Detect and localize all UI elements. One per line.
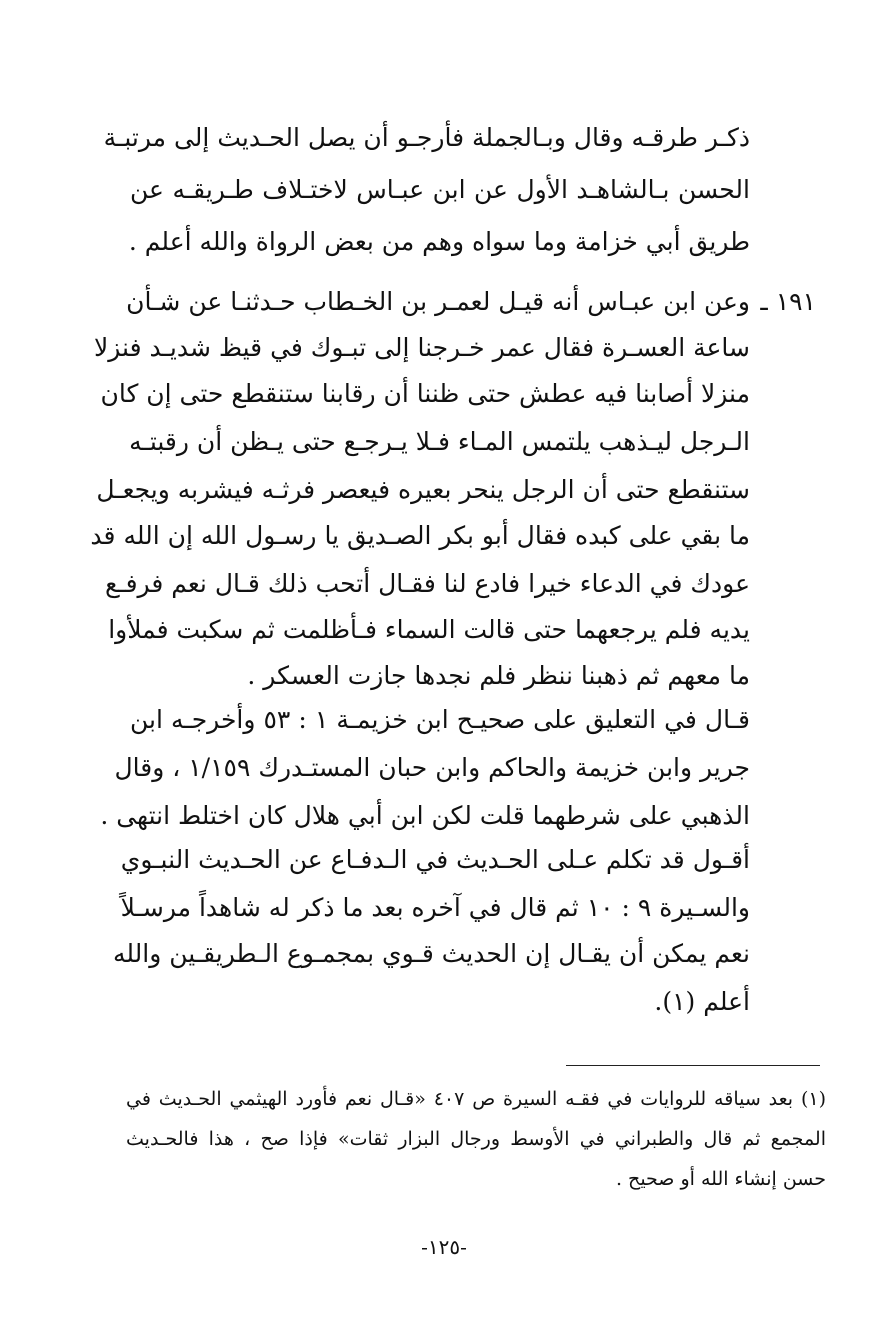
conclusion-line-4: أعلم (١). xyxy=(654,987,750,1016)
hadith-line-8: يديه فلم يرجعهما حتى قالت السماء فـأظلمت ثم سكبت فملأوا xyxy=(108,615,750,644)
hadith-line-3: منزلا أصابنا فيه عطش حتى ظننا أن رقابنا ستنقطع حتى إن كان xyxy=(100,379,750,408)
conclusion-line-2: والسـيرة ٩ : ١٠ ثم قال في آخره بعد ما ذكر له شاهداً مرسـلاً xyxy=(120,893,750,922)
hadith-line-5: ستنقطع حتى أن الرجل ينحر بعيره فيعصر فرثـه فيشربه ويجعـل xyxy=(96,475,750,504)
hadith-line-2: ساعة العسـرة فقال عمر خـرجنا إلى تبـوك في قيظ شديـد فنزلا xyxy=(93,333,750,362)
footnote-divider xyxy=(566,1065,820,1066)
hadith-line-9: ما معهم ثم ذهبنا ننظر فلم نجدها جازت العسكر . xyxy=(247,661,750,690)
hadith-line-4: الـرجل ليـذهب يلتمس المـاء فـلا يـرجـع حتى يـظن أن رقبتـه xyxy=(129,427,750,456)
hadith-line-7: عودك في الدعاء خيرا فادع لنا فقـال أتحب ذلك قـال نعم فرفـع xyxy=(104,569,750,598)
footnote-line-2: المجمع ثم قال والطبراني في الأوسط ورجال البزار ثقات» فإذا صح ، هذا فالحـديث xyxy=(126,1128,826,1150)
page-number: -١٢٥- xyxy=(421,1235,467,1259)
intro-line-3: طريق أبي خزامة وما سواه وهم من بعض الرواة والله أعلم . xyxy=(128,227,750,256)
intro-line-2: الحسن بـالشاهـد الأول عن ابن عبـاس لاختـلاف طـريقـه عن xyxy=(130,175,750,204)
footnote-line-3: حسن إنشاء الله أو صحيح . xyxy=(615,1168,826,1190)
footnote-line-1: (١) بعد سياقه للروايات في فقـه السيرة ص ٤٠٧ «قـال نعم فأورد الهيثمي الحـديث في xyxy=(126,1088,826,1110)
conclusion-line-1: أقـول قد تكلم عـلى الحـديث في الـدفـاع عن الحـديث النبـوي xyxy=(120,845,750,874)
hadith-line-6: ما بقي على كبده فقال أبو بكر الصـديق يا رسـول الله إن الله قد xyxy=(90,521,750,550)
intro-line-1: ذكـر طرقـه وقال وبـالجملة فأرجـو أن يصل الحـديث إلى مرتبـة xyxy=(103,123,750,152)
commentary-line-1: قـال في التعليق على صحيـح ابن خزيمـة ١ : ٥٣ وأخرجـه ابن xyxy=(130,705,750,734)
conclusion-line-3: نعم يمكن أن يقـال إن الحديث قـوي بمجمـوع الـطريقـين والله xyxy=(113,939,750,968)
commentary-line-2: جرير وابن خزيمة والحاكم وابن حبان المستـدرك ١/١٥٩ ، وقال xyxy=(114,753,750,782)
commentary-line-3: الذهبي على شرطهما قلت لكن ابن أبي هلال كان اختلط انتهى . xyxy=(100,801,750,830)
hadith-line-1: وعن ابن عبـاس أنه قيـل لعمـر بن الخـطاب حـدثنـا عن شـأن xyxy=(126,287,750,316)
hadith-number: ١٩١ ـ xyxy=(760,287,816,316)
